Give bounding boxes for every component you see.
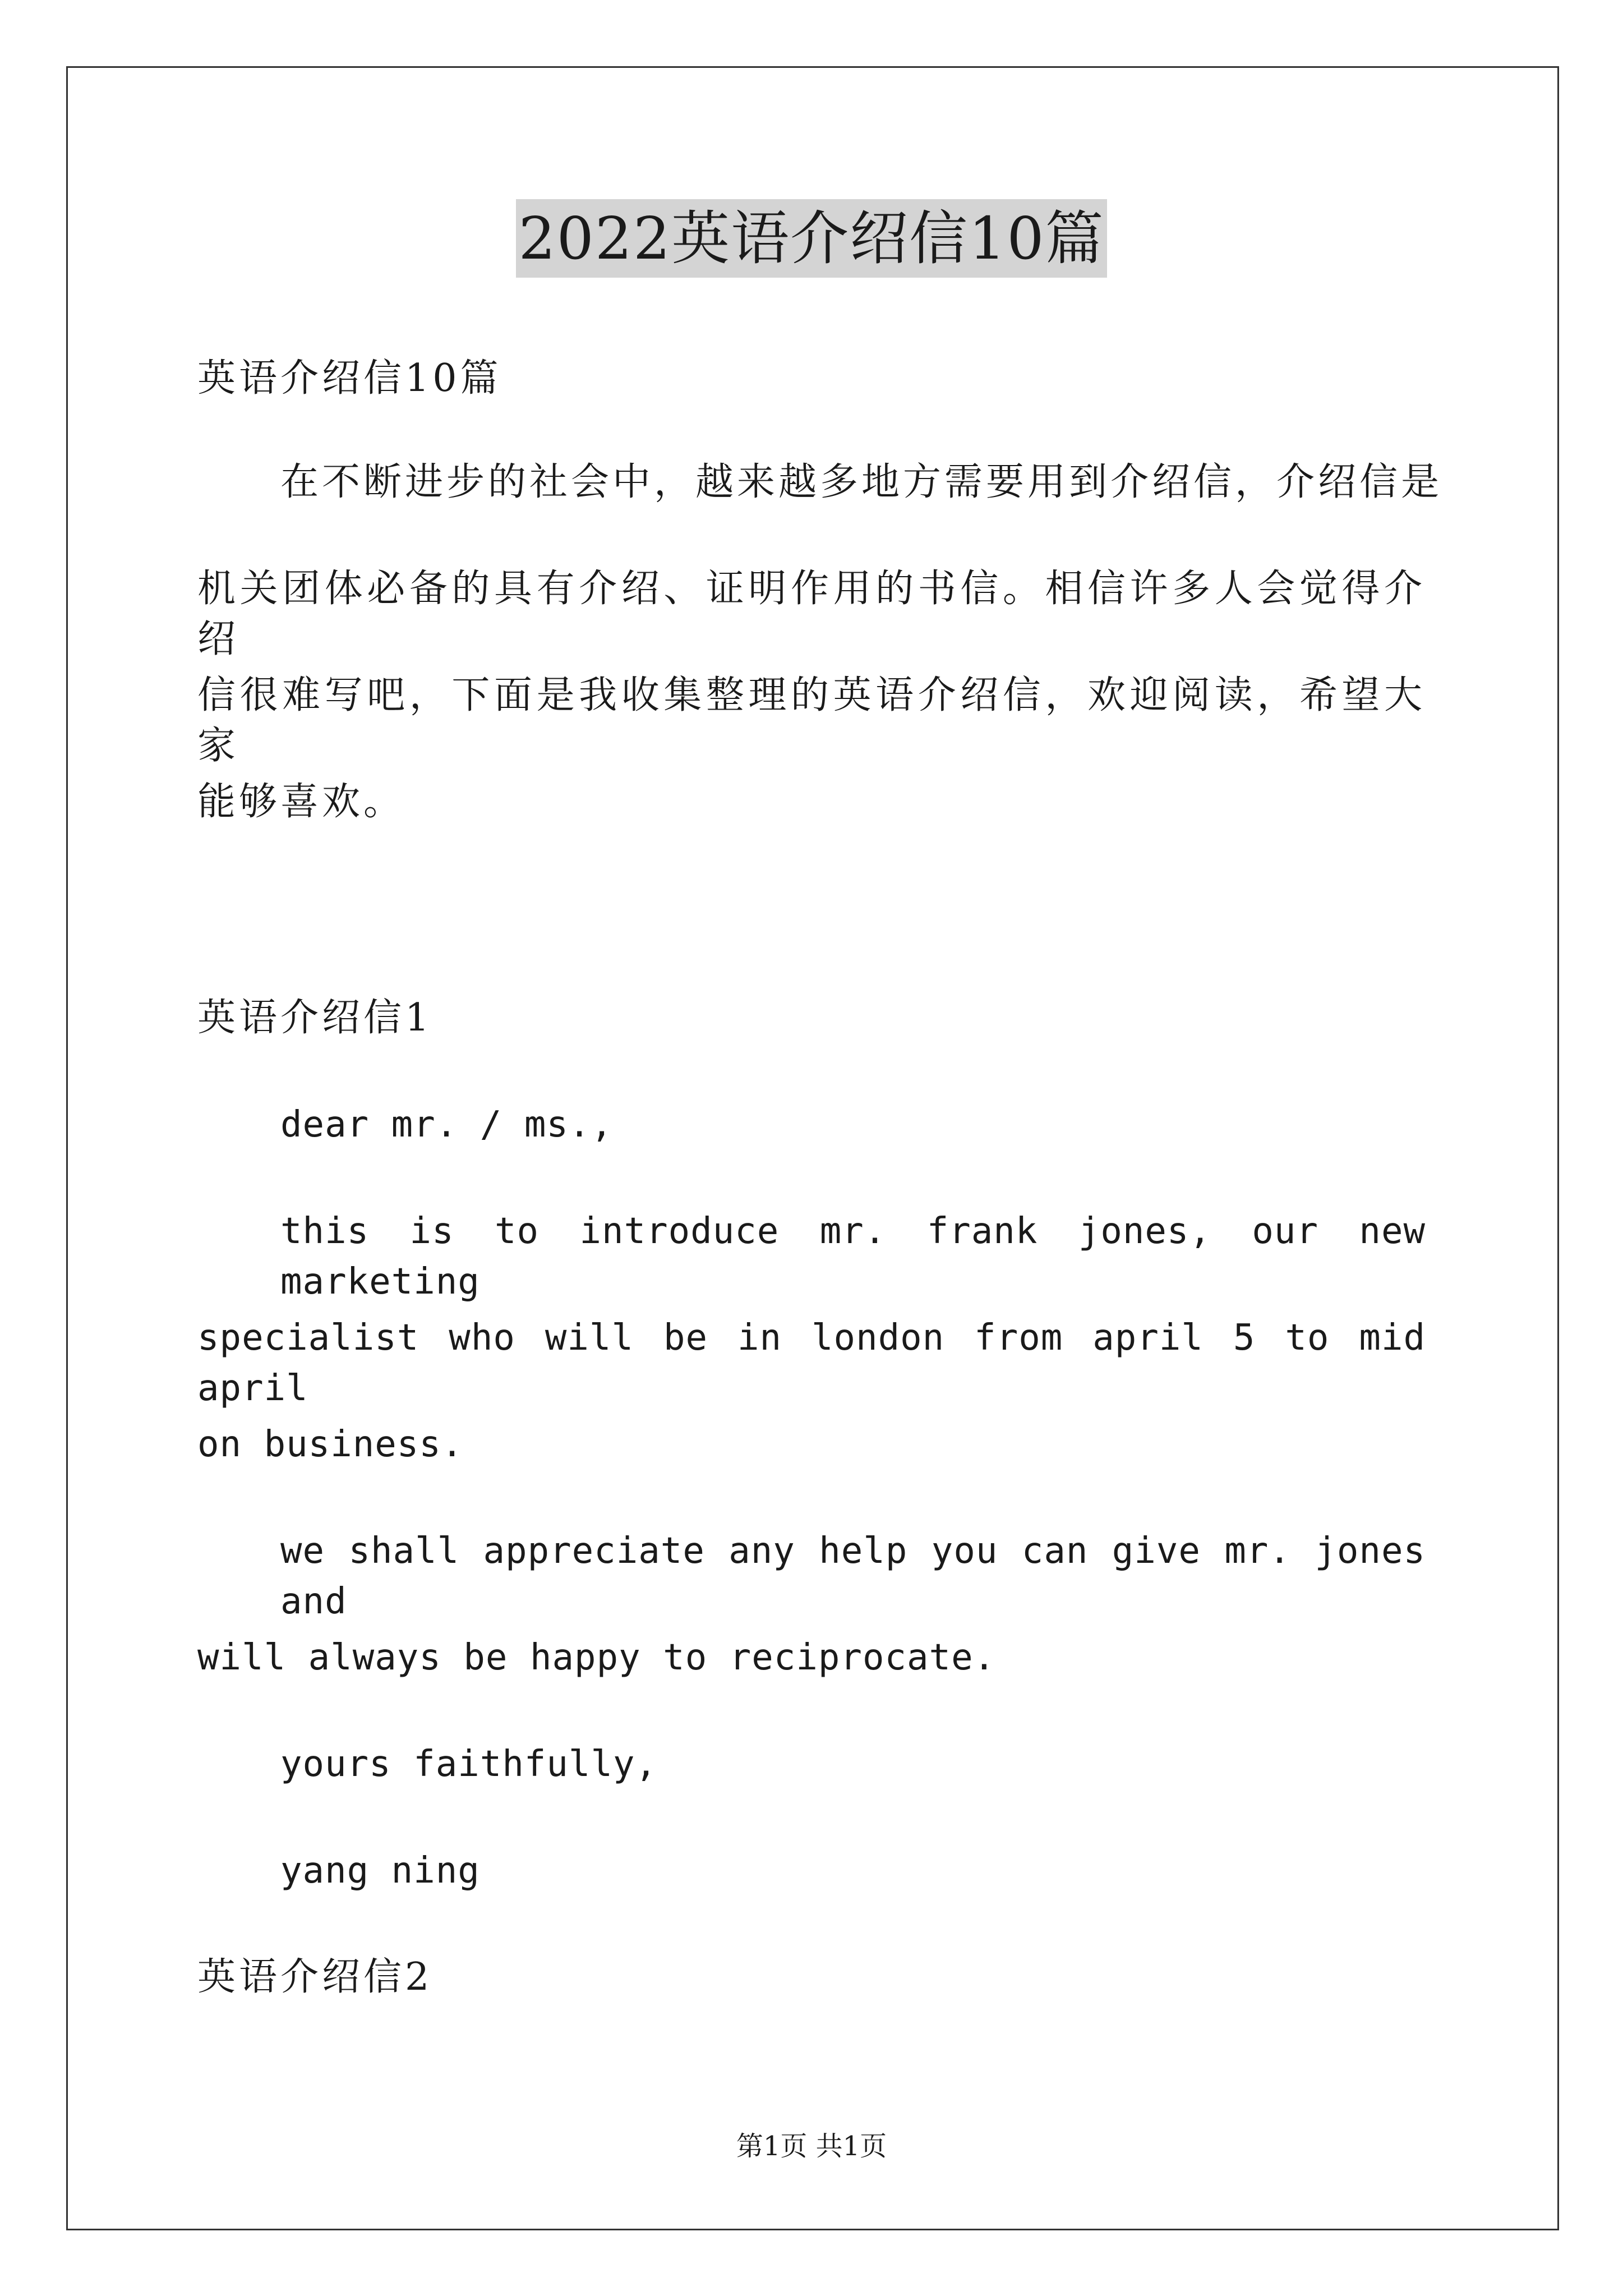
page-footer: 第1页 共1页 bbox=[736, 2131, 887, 2162]
intro-line-1: 在不断进步的社会中，越来越多地方需要用到介绍信，介绍信是 bbox=[280, 460, 1443, 504]
letter1-heading: 英语介绍信1 bbox=[197, 996, 433, 1040]
letter1-closing: yours faithfully, bbox=[280, 1743, 658, 1785]
intro-line-2: 机关团体必备的具有介绍、证明作用的书信。相信许多人会觉得介绍 bbox=[197, 567, 1426, 661]
letter1-signature: yang ning bbox=[280, 1850, 480, 1892]
letter1-para1-line-3: on business. bbox=[197, 1424, 464, 1465]
letter1-para2-line-1: we shall appreciate any help you can give mr. jones and bbox=[280, 1530, 1426, 1622]
title-container bbox=[0, 199, 1623, 278]
letter1-para1-line-2: specialist who will be in london from april 5 to mid april bbox=[197, 1317, 1426, 1409]
document-subtitle: 英语介绍信10篇 bbox=[197, 356, 502, 401]
intro-line-4: 能够喜欢。 bbox=[197, 780, 405, 824]
letter1-para2-line-2: will always be happy to reciprocate. bbox=[197, 1637, 996, 1678]
letter2-heading: 英语介绍信2 bbox=[197, 1955, 433, 1999]
intro-line-3: 信很难写吧，下面是我收集整理的英语介绍信，欢迎阅读，希望大家 bbox=[197, 673, 1426, 768]
letter1-para1-line-1: this is to introduce mr. frank jones, our new marketing bbox=[280, 1211, 1426, 1303]
document-title: 2022英语介绍信10篇 bbox=[516, 199, 1106, 278]
letter1-salutation: dear mr. / ms., bbox=[280, 1104, 613, 1145]
